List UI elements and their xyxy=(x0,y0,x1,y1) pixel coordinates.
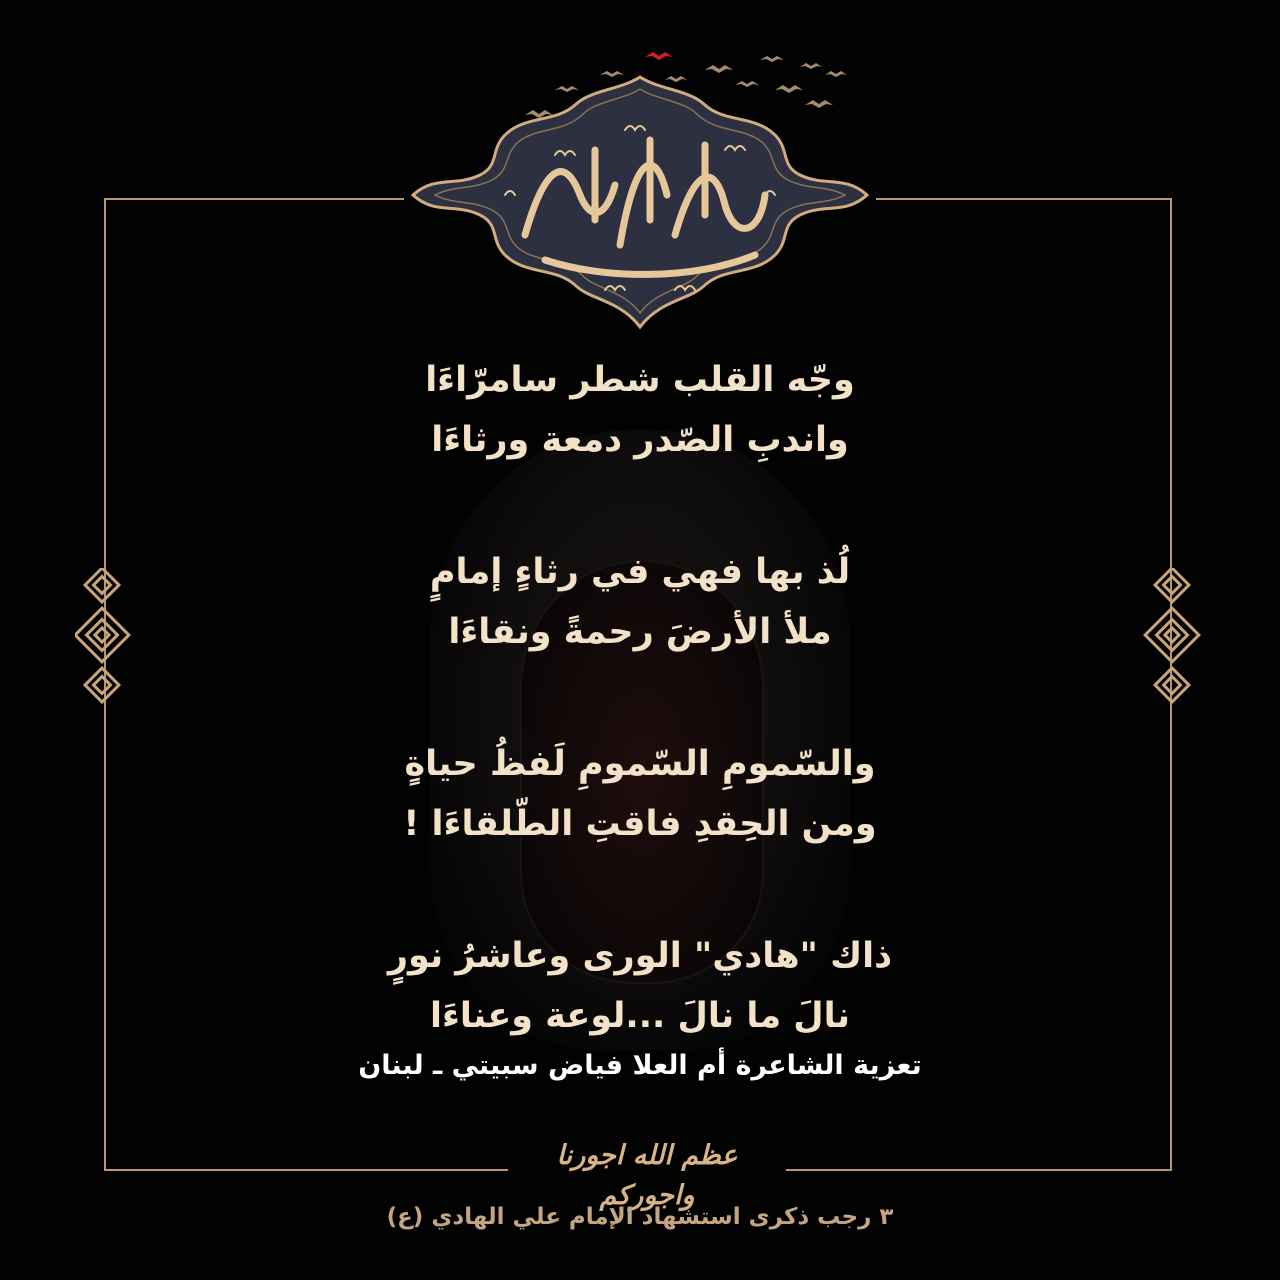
poem-stanza xyxy=(300,542,980,662)
frame-bottom-left-line xyxy=(104,1169,508,1171)
frame-top-right-line xyxy=(876,198,1172,200)
frame-top-left-line xyxy=(104,198,404,200)
condolence-phrase: عظم الله اجورنا واجوركم xyxy=(556,1140,738,1211)
verse-line: ذاك "هادي" الورى وعاشرُ نورٍ xyxy=(387,936,893,976)
poem-stanza xyxy=(300,350,980,470)
right-kufic-ornament-icon xyxy=(1142,568,1202,708)
verse-line: نالَ ما نالَ ...لوعة وعناءَا xyxy=(430,996,850,1036)
verse-line: وجّه القلب شطر سامرّاءَا xyxy=(425,360,855,400)
verse-line: والسّمومِ السّمومِ لَفظُ حياةٍ xyxy=(404,744,876,784)
occasion-caption: ٣ رجب ذكرى استشهاد الإمام علي الهادي (ع) xyxy=(386,1204,894,1230)
poet-credit: تعزية الشاعرة أم العلا فياض سبيتي ـ لبنان xyxy=(358,1050,922,1081)
verse-line: ومن الحِقدِ فاقتِ الطّلقاءَا ! xyxy=(403,804,877,844)
poem-stanza xyxy=(300,734,980,854)
poem xyxy=(300,350,980,1118)
verse-line: لُذ بها فهي في رثاءٍ إمامٍ xyxy=(429,552,851,592)
verse-line: ملأ الأرضَ رحمةً ونقاءَا xyxy=(448,612,832,652)
left-kufic-ornament-icon xyxy=(75,568,135,708)
verse-line: واندبِ الصّدر دمعة ورثاءَا xyxy=(431,420,849,460)
poem-stanza xyxy=(300,926,980,1046)
calligraphy-medallion-icon xyxy=(405,45,875,335)
frame-bottom-right-line xyxy=(786,1169,1172,1171)
